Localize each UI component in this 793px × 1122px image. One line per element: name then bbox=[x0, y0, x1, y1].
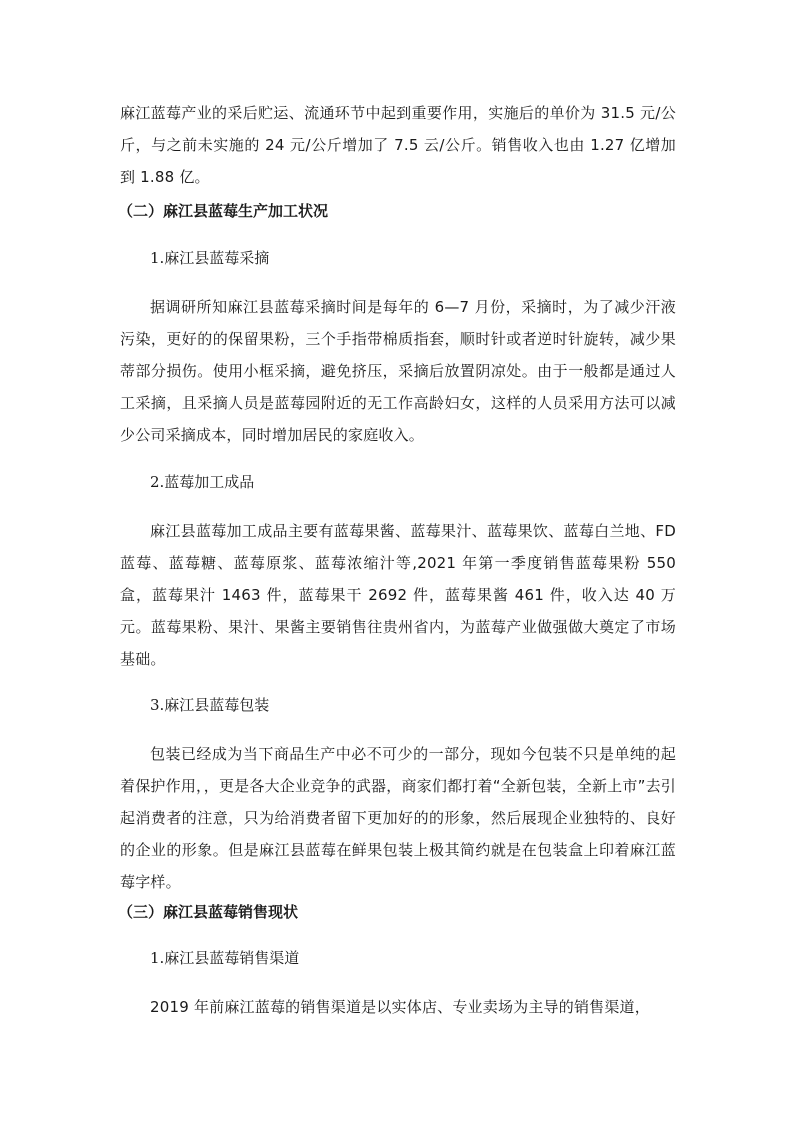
paragraph-harvest-logistics: 麻江蓝莓产业的采后贮运、流通环节中起到重要作用，实施后的单价为 31.5 元/公斤，与之前未实施的 24 元/公斤增加了 7.5 云/公斤。销售收入也由 1.27 亿增加到 1.88 亿。 bbox=[120, 104, 676, 186]
subheading-harvesting: 1.麻江县蓝莓采摘 bbox=[150, 249, 270, 267]
paragraph-packaging: 包装已经成为当下商品生产中必不可少的一部分，现如今包装不只是单纯的起着保护作用，，更是各大企业竞争的武器，商家们都打着“全新包装，全新上市”去引起消费者的注意，只为给消费者留下更加好的的形象，然后展现企业独特的、良好的企业的形象。但是麻江县蓝莓在鲜果包装上极其简约就是在包装盒上印着麻江蓝莓字样。 bbox=[120, 745, 676, 891]
paragraph-harvesting: 据调研所知麻江县蓝莓采摘时间是每年的 6—7 月份，采摘时，为了减少汗液污染，更好的的保留果粉，三个手指带棉质指套，顺时针或者逆时针旋转，减少果蒂部分损伤。使用小框采摘，避免挤压，采摘后放置阴凉处。由于一般都是通过人工采摘，且采摘人员是蓝莓园附近的无工作高龄妇女，这样的人员采用方法可以减少公司采摘成本，同时增加居民的家庭收入。 bbox=[120, 298, 676, 444]
subheading-sales-channels: 1.麻江县蓝莓销售渠道 bbox=[150, 949, 300, 967]
section-heading-processing: （二）麻江县蓝莓生产加工状况 bbox=[118, 202, 329, 220]
subheading-processed-products: 2.蓝莓加工成品 bbox=[150, 473, 255, 491]
subheading-packaging: 3.麻江县蓝莓包装 bbox=[150, 696, 270, 714]
section-heading-sales: （三）麻江县蓝莓销售现状 bbox=[118, 903, 299, 921]
paragraph-processed-products: 麻江县蓝莓加工成品主要有蓝莓果酱、蓝莓果汁、蓝莓果饮、蓝莓白兰地、FD 蓝莓、蓝莓糖、蓝莓原浆、蓝莓浓缩汁等,2021 年第一季度销售蓝莓果粉 550 盒，蓝莓果汁 1463 件，蓝莓果干 2692 件，蓝莓果酱 461 件，收入达 40 万元。蓝莓果粉、果汁、果酱主要销售往贵州省内，为蓝莓产业做强做大奠定了市场基础。 bbox=[120, 522, 676, 668]
paragraph-sales-channels: 2019 年前麻江蓝莓的销售渠道是以实体店、专业卖场为主导的销售渠道， bbox=[150, 998, 650, 1016]
